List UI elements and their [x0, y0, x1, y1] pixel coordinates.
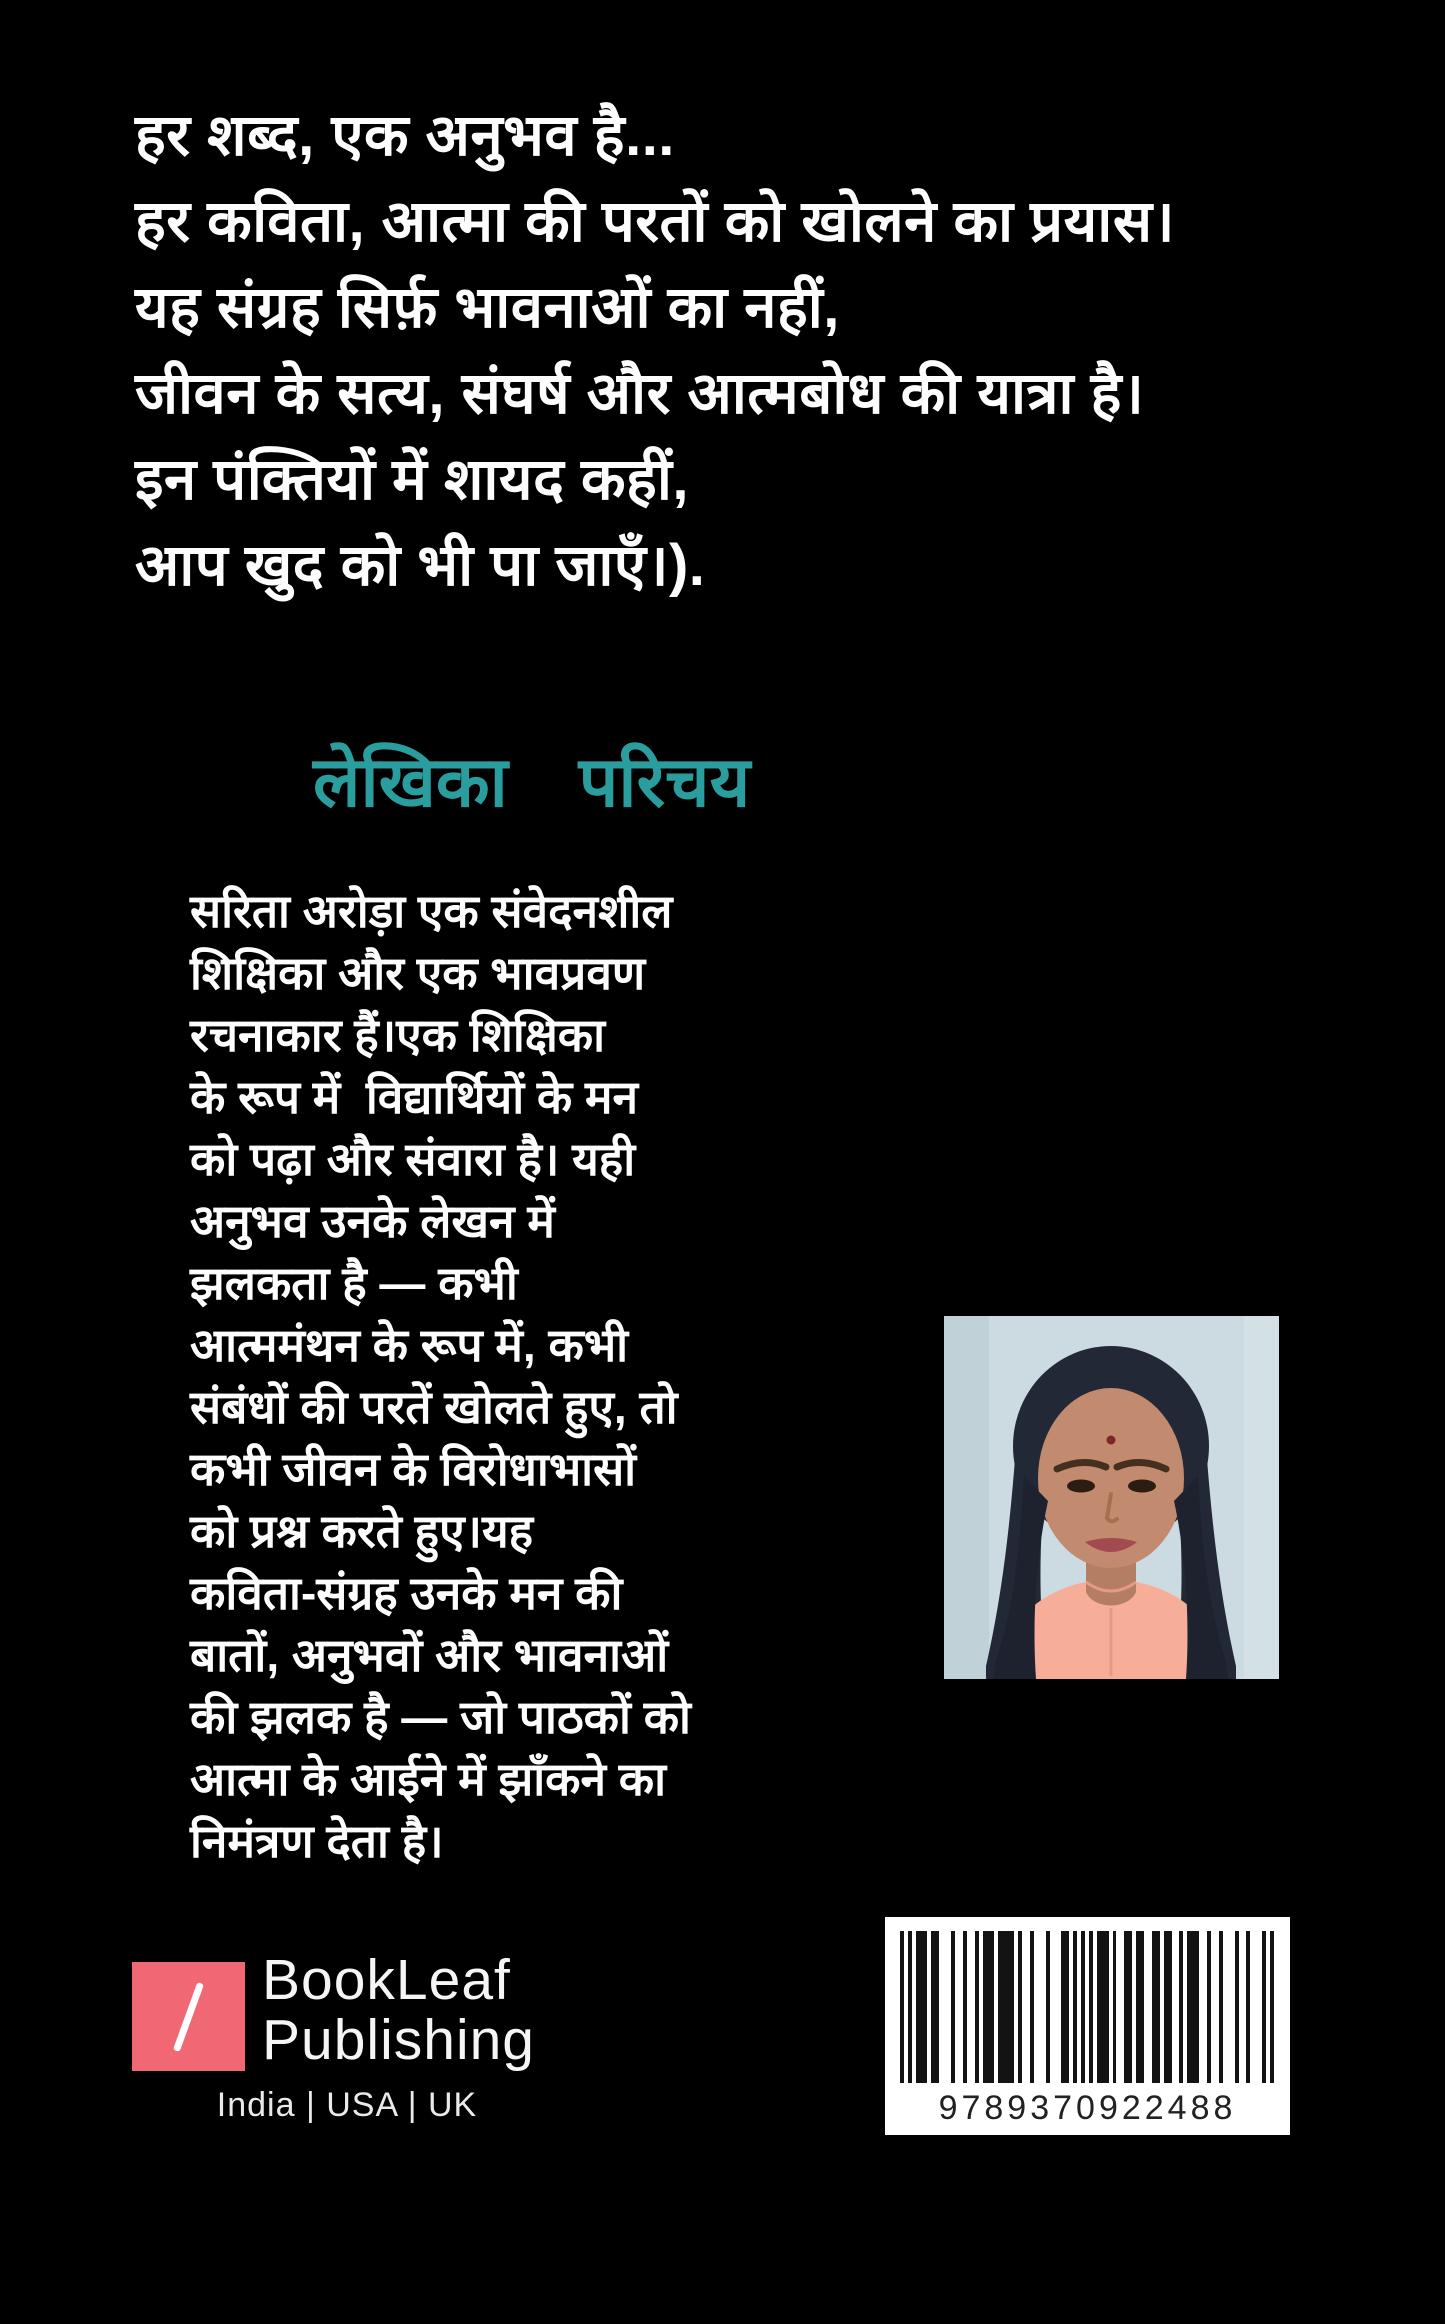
publisher-regions: India | USA | UK — [216, 2086, 478, 2124]
author-photo-illustration — [944, 1316, 1279, 1679]
author-bio: सरिता अरोड़ा एक संवेदनशील शिक्षिका और एक भावप्रवण रचनाकार हैं।एक शिक्षिका के रूप में विद्यार्थियों के मन को पढ़ा और संवारा है। यही अनुभव उनके लेखन में झलकता है — कभी आत्ममंथन के रूप में, कभी संबंधों की परतें खोलते हुए, तो कभी जीवन के विरोधाभासों को प्रश्न करते हुए।यह कविता-संग्रह उनके मन की बातों, अनुभवों और भावनाओं की झलक है — जो पाठकों को आत्मा के आईने में झाँकने का निमंत्रण देता है। — [190, 885, 691, 1867]
author-photo — [944, 1316, 1279, 1679]
publisher-logo — [132, 1962, 245, 2071]
author-intro-heading: लेखिका परिचय — [313, 743, 751, 821]
publisher-name — [262, 1950, 535, 2070]
back-cover-quote: हर शब्द, एक अनुभव है... हर कविता, आत्मा की परतों को खोलने का प्रयास। यह संग्रह सिर्फ़ भावनाओं का नहीं, जीवन के सत्य, संघर्ष और आत्मबोध की यात्रा है। इन पंक्तियों में शायद कहीं, आप खुद को भी पा जाएँ।). — [135, 103, 1176, 598]
bindi — [1107, 1436, 1116, 1445]
barcode-bars — [900, 1931, 1275, 2083]
slash-icon — [173, 1981, 204, 2051]
barcode — [885, 1917, 1290, 2135]
isbn-number: 9789370922488 — [938, 2089, 1237, 2127]
publisher-name-line2: Publishing — [262, 2008, 536, 2072]
publisher-name-line1: BookLeaf — [262, 1948, 511, 2012]
